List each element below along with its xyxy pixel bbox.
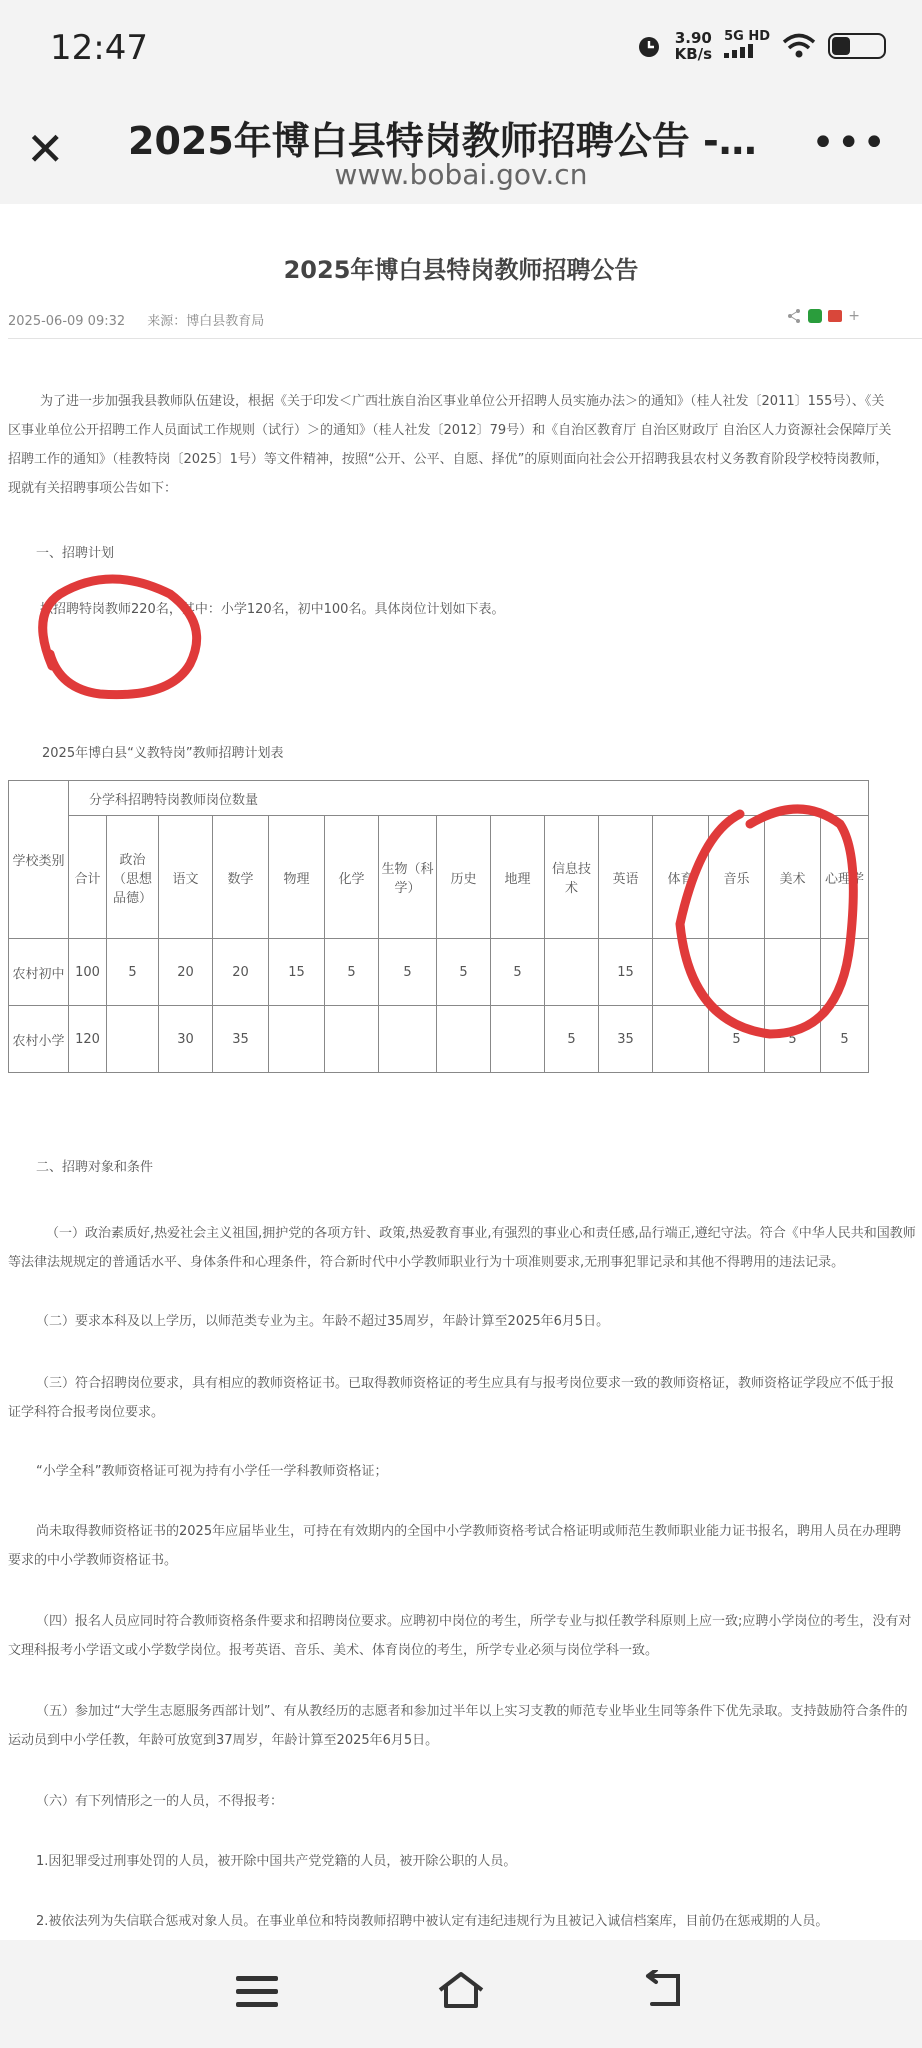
table-cell: 35 xyxy=(599,1006,653,1073)
column-header: 心理学 xyxy=(821,816,869,939)
condition-line: （三）符合招聘岗位要求，具有相应的教师资格证书。已取得教师资格证的考生应具有与报考岗位要求一致的教师资格证，教师资格证学段应不低于报 xyxy=(36,1376,895,1391)
home-icon[interactable] xyxy=(436,1970,486,2021)
table-cell: 5 xyxy=(379,939,437,1006)
column-header: 合计 xyxy=(69,816,107,939)
browser-header xyxy=(0,100,922,204)
wifi-icon xyxy=(782,32,816,60)
column-header: 化学 xyxy=(325,816,379,939)
section-heading: 二、招聘对象和条件 xyxy=(36,1160,154,1175)
table-cell: 5 xyxy=(765,1006,821,1073)
intro-line: 现就有关招聘事项公告如下： xyxy=(8,481,178,496)
table-cell xyxy=(765,939,821,1006)
page-title: 2025年博白县特岗教师招聘公告 -… xyxy=(128,119,757,163)
table-cell: 35 xyxy=(213,1006,269,1073)
section-heading: 一、招聘计划 xyxy=(36,546,115,561)
column-header: 生物（科学） xyxy=(379,816,437,939)
network-label: 5G HD xyxy=(724,29,770,44)
intro-line: 招聘工作的通知》（桂教特岗〔2025〕1号）等文件精神，按照“公开、公平、自愿、择优”的原则面向社会公开招聘我县农村义务教育阶段学校特岗教师， xyxy=(8,452,889,467)
article-title: 2025年博白县特岗教师招聘公告 xyxy=(283,256,639,284)
table-cell: 20 xyxy=(213,939,269,1006)
plus-icon[interactable]: + xyxy=(848,308,860,324)
table-cell: 5 xyxy=(491,939,545,1006)
column-header: 英语 xyxy=(599,816,653,939)
speed-unit: KB/s xyxy=(674,45,713,63)
share-icon[interactable] xyxy=(786,308,802,324)
condition-line: （二）要求本科及以上学历，以师范类专业为主。年龄不超过35周岁，年龄计算至2025年6月5日。 xyxy=(36,1314,610,1329)
row-label: 农村小学 xyxy=(9,1006,69,1073)
table-cell: 20 xyxy=(159,939,213,1006)
red-circle-annotation xyxy=(20,554,220,714)
table-cell xyxy=(653,939,709,1006)
page-url[interactable]: www.bobai.gov.cn xyxy=(334,158,588,191)
table-cell xyxy=(107,1006,159,1073)
table-cell xyxy=(437,1006,491,1073)
condition-line: “小学全科”教师资格证可视为持有小学任一学科教师资格证； xyxy=(36,1464,388,1479)
table-cell: 5 xyxy=(709,1006,765,1073)
table-cell xyxy=(709,939,765,1006)
table-caption: 2025年博白县“义教特岗”教师招聘计划表 xyxy=(42,746,284,761)
condition-line: 证学科符合报考岗位要求。 xyxy=(8,1405,165,1420)
column-header-row xyxy=(9,816,869,939)
intro-line: 为了进一步加强我县教师队伍建设，根据《关于印发＜广西壮族自治区事业单位公开招聘人员实施办法＞的通知》（桂人社发〔2011〕155号）、《关 xyxy=(40,394,885,409)
clock: 12:47 xyxy=(50,28,148,68)
table-cell: 5 xyxy=(545,1006,599,1073)
school-type-header: 学校类别 xyxy=(9,781,69,939)
condition-line: 运动员到中小学任教，年龄可放宽到37周岁，年龄计算至2025年6月5日。 xyxy=(8,1733,439,1748)
column-header: 数学 xyxy=(213,816,269,939)
table-row xyxy=(9,1006,869,1073)
table-cell: 5 xyxy=(821,1006,869,1073)
share-bar xyxy=(786,308,860,324)
condition-line: 2.被依法列为失信联合惩戒对象人员。在事业单位和特岗教师招聘中被认定有违纪违规行为且被记入诚信档案库，目前仍在惩戒期的人员。 xyxy=(36,1914,829,1929)
table-cell: 120 xyxy=(69,1006,107,1073)
condition-line: （六）有下列情形之一的人员，不得报考： xyxy=(36,1794,284,1809)
column-header: 信息技术 xyxy=(545,816,599,939)
table-cell xyxy=(325,1006,379,1073)
table-cell: 15 xyxy=(599,939,653,1006)
network-type xyxy=(724,30,770,62)
article-source: 来源：博白县教育局 xyxy=(147,314,265,329)
condition-line: 1.因犯罪受过刑事处罚的人员，被开除中国共产党党籍的人员，被开除公职的人员。 xyxy=(36,1854,517,1869)
battery-icon xyxy=(828,33,886,59)
table-row xyxy=(9,939,869,1006)
speed-value: 3.90 xyxy=(674,29,712,47)
table-cell: 5 xyxy=(107,939,159,1006)
back-icon[interactable] xyxy=(644,1970,686,2021)
article xyxy=(0,204,922,1940)
table-cell xyxy=(653,1006,709,1073)
column-header: 音乐 xyxy=(709,816,765,939)
recruitment-plan-table xyxy=(8,780,869,1073)
condition-line: 文理科报考小学语文或小学数学岗位。报考英语、音乐、美术、体育岗位的考生，所学专业必须与岗位学科一致。 xyxy=(8,1643,659,1658)
alarm-icon xyxy=(635,32,663,60)
table-cell: 5 xyxy=(325,939,379,1006)
condition-line: 尚未取得教师资格证书的2025年应届毕业生，可持在有效期内的全国中小学教师资格考试合格证明或师范生教师职业能力证书报名，聘用人员在办理聘 xyxy=(36,1524,902,1539)
article-meta xyxy=(8,310,282,329)
condition-line: （四）报名人员应同时符合教师资格条件要求和招聘岗位要求。应聘初中岗位的考生，所学专业与拟任教学科原则上应一致;应聘小学岗位的考生，没有对 xyxy=(36,1614,912,1629)
column-header: 地理 xyxy=(491,816,545,939)
condition-line: （一）政治素质好,热爱社会主义祖国,拥护党的各项方针、政策,热爱教育事业,有强烈的事业心和责任感,品行端正,遵纪守法。符合《中华人民共和国教师 xyxy=(46,1226,916,1241)
table-cell: 5 xyxy=(821,939,869,1006)
table-cell: 100 xyxy=(69,939,107,1006)
close-icon[interactable]: ✕ xyxy=(26,122,65,176)
column-header: 政治（思想品德） xyxy=(107,816,159,939)
weibo-share-icon[interactable] xyxy=(828,310,842,322)
table-cell: 15 xyxy=(269,939,325,1006)
column-header: 语文 xyxy=(159,816,213,939)
column-header: 历史 xyxy=(437,816,491,939)
table-cell xyxy=(491,1006,545,1073)
table-cell: 5 xyxy=(437,939,491,1006)
column-header: 美术 xyxy=(765,816,821,939)
more-options-icon[interactable]: ••• xyxy=(811,120,888,166)
table-cell xyxy=(269,1006,325,1073)
condition-line: 等法律法规规定的普通话水平、身体条件和心理条件，符合新时代中小学教师职业行为十项准则要求,无刑事犯罪记录和其他不得聘用的违法记录。 xyxy=(8,1255,845,1270)
column-header: 物理 xyxy=(269,816,325,939)
wechat-share-icon[interactable] xyxy=(808,309,822,323)
battery-fill xyxy=(832,37,850,55)
condition-line: （五）参加过“大学生志愿服务西部计划”、有从教经历的志愿者和参加过半年以上实习支教的师范专业毕业生同等条件下优先录取。支持鼓励符合条件的 xyxy=(36,1704,908,1719)
status-icons xyxy=(635,30,886,62)
network-speed xyxy=(675,30,712,62)
status-bar xyxy=(0,0,922,100)
table-cell xyxy=(545,939,599,1006)
table-group-header: 分学科招聘特岗教师岗位数量 xyxy=(69,781,869,816)
plan-text: 拟招聘特岗教师220名，其中：小学120名，初中100名。具体岗位计划如下表。 xyxy=(40,602,505,617)
table-cell xyxy=(379,1006,437,1073)
signal-icon xyxy=(724,44,758,58)
column-header: 体育 xyxy=(653,816,709,939)
navigation-bar xyxy=(0,1940,922,2048)
intro-line: 区事业单位公开招聘工作人员面试工作规则（试行）＞的通知》（桂人社发〔2012〕79号）和《自治区教育厅 自治区财政厅 自治区人力资源社会保障厅关 xyxy=(8,423,892,438)
table-cell: 30 xyxy=(159,1006,213,1073)
row-label: 农村初中 xyxy=(9,939,69,1006)
condition-line: 要求的中小学教师资格证书。 xyxy=(8,1553,178,1568)
menu-icon[interactable] xyxy=(236,1970,278,2021)
article-date: 2025-06-09 09:32 xyxy=(8,314,126,329)
divider xyxy=(8,338,922,339)
